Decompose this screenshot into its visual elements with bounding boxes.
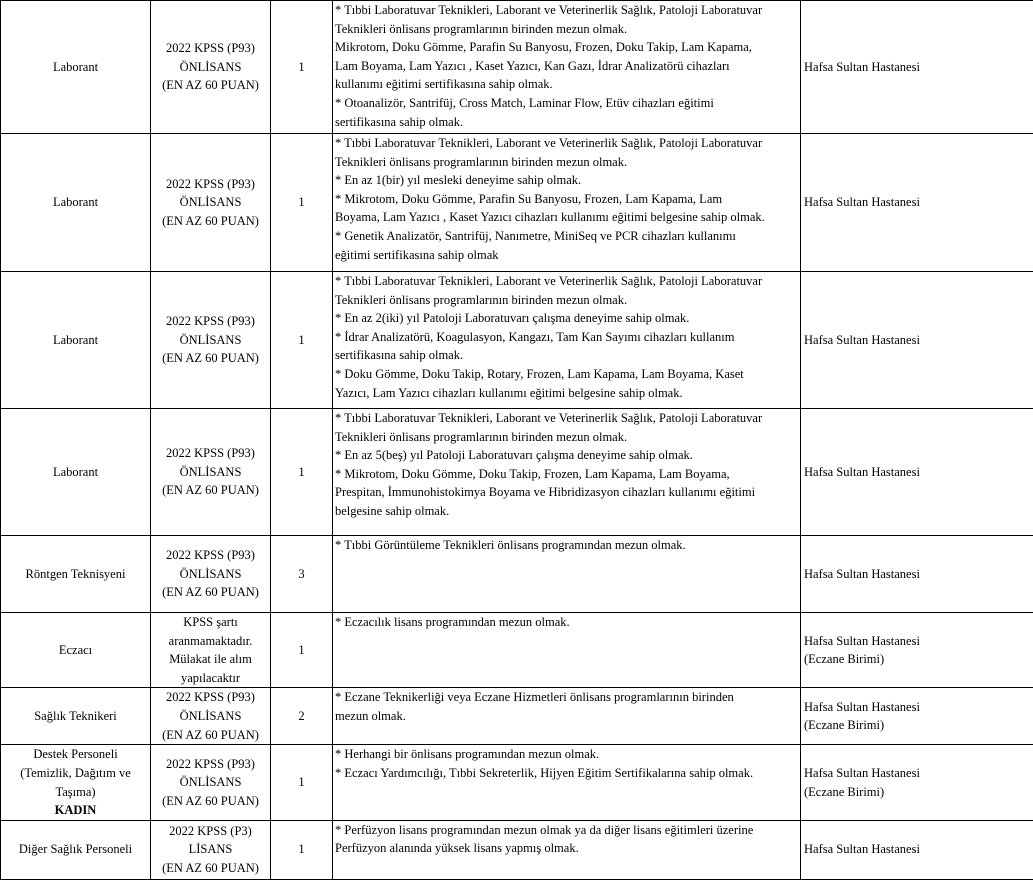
position-cell (1, 745, 151, 820)
location-name: Hafsa Sultan Hastanesi (804, 463, 1033, 482)
position-cell (1, 134, 151, 272)
position-cell (1, 1, 151, 134)
requirement-line: sertifikasına sahip olmak. (335, 113, 798, 132)
location-cell (801, 745, 1033, 820)
exam-requirement: (EN AZ 60 PUAN) (153, 583, 268, 602)
table-row (1, 613, 1033, 688)
position-title: Eczacı (3, 641, 148, 660)
requirements-cell (333, 409, 801, 536)
location-cell (801, 409, 1033, 536)
location-cell (801, 536, 1033, 613)
table-body (1, 1, 1033, 880)
requirement-line: * Perfüzyon lisans programından mezun olmak ya da diğer lisans eğitimleri üzerine (335, 821, 798, 840)
requirements-cell (333, 536, 801, 613)
exam-requirement: (EN AZ 60 PUAN) (153, 76, 268, 95)
position-cell (1, 613, 151, 688)
exam-requirement: aranmamaktadır. (153, 632, 268, 651)
requirement-line: Teknikleri önlisans programlarının birinden mezun olmak. (335, 153, 798, 172)
position-title: Laborant (3, 463, 148, 482)
exam-requirement: 2022 KPSS (P3) (153, 822, 268, 841)
location-name: (Eczane Birimi) (804, 650, 1033, 669)
location-cell (801, 272, 1033, 409)
exam-requirement: 2022 KPSS (P93) (153, 175, 268, 194)
table-row (1, 745, 1033, 820)
table-row (1, 820, 1033, 879)
table-row (1, 409, 1033, 536)
requirement-line: Lam Boyama, Lam Yazıcı , Kaset Yazıcı, Kan Gazı, İdrar Analizatörü cihazları (335, 57, 798, 76)
requirements-cell (333, 820, 801, 879)
location-name: Hafsa Sultan Hastanesi (804, 840, 1033, 859)
position-cell (1, 536, 151, 613)
exam-requirement: KPSS şartı (153, 613, 268, 632)
exam-requirement: ÖNLİSANS (153, 707, 268, 726)
position-title: Diğer Sağlık Personeli (3, 840, 148, 859)
position-cell (1, 688, 151, 745)
position-title: Laborant (3, 58, 148, 77)
requirement-line: Teknikleri önlisans programlarının birinden mezun olmak. (335, 20, 798, 39)
requirement-line: * Tıbbi Laboratuvar Teknikleri, Laborant ve Veterinerlik Sağlık, Patoloji Laboratuvar (335, 1, 798, 20)
exam-cell (151, 613, 271, 688)
location-cell (801, 820, 1033, 879)
requirement-line: * En az 1(bir) yıl mesleki deneyime sahip olmak. (335, 171, 798, 190)
exam-requirement: (EN AZ 60 PUAN) (153, 349, 268, 368)
exam-cell (151, 745, 271, 820)
exam-requirement: 2022 KPSS (P93) (153, 444, 268, 463)
location-cell (801, 134, 1033, 272)
exam-requirement: ÖNLİSANS (153, 463, 268, 482)
location-cell (801, 1, 1033, 134)
exam-requirement: ÖNLİSANS (153, 331, 268, 350)
location-name: Hafsa Sultan Hastanesi (804, 764, 1033, 783)
exam-cell (151, 1, 271, 134)
requirement-line: * İdrar Analizatörü, Koagulasyon, Kangazı, Tam Kan Sayımı cihazları kullanım (335, 328, 798, 347)
location-name: (Eczane Birimi) (804, 716, 1033, 735)
exam-cell (151, 272, 271, 409)
requirement-line: * En az 5(beş) yıl Patoloji Laboratuvarı çalışma deneyime sahip olmak. (335, 446, 798, 465)
quantity-cell: 1 (271, 820, 333, 879)
exam-requirement: (EN AZ 60 PUAN) (153, 212, 268, 231)
exam-requirement: 2022 KPSS (P93) (153, 755, 268, 774)
exam-requirement: yapılacaktır (153, 669, 268, 688)
requirement-line: * Eczane Teknikerliği veya Eczane Hizmetleri önlisans programlarının birinden (335, 688, 798, 707)
requirement-line: * Tıbbi Laboratuvar Teknikleri, Laborant ve Veterinerlik Sağlık, Patoloji Laboratuvar (335, 409, 798, 428)
exam-requirement: LİSANS (153, 840, 268, 859)
requirement-line: Mikrotom, Doku Gömme, Parafin Su Banyosu, Frozen, Doku Takip, Lam Kapama, (335, 38, 798, 57)
gender-requirement: KADIN (3, 801, 148, 820)
requirement-line: * Mikrotom, Doku Gömme, Doku Takip, Frozen, Lam Kapama, Lam Boyama, (335, 465, 798, 484)
exam-requirement: 2022 KPSS (P93) (153, 39, 268, 58)
quantity-cell: 1 (271, 272, 333, 409)
requirement-line: Teknikleri önlisans programlarının birinden mezun olmak. (335, 428, 798, 447)
exam-requirement: 2022 KPSS (P93) (153, 546, 268, 565)
quantity-cell: 2 (271, 688, 333, 745)
exam-cell (151, 536, 271, 613)
location-name: Hafsa Sultan Hastanesi (804, 193, 1033, 212)
quantity-cell: 3 (271, 536, 333, 613)
requirement-line: * Genetik Analizatör, Santrifüj, Nanımetre, MiniSeq ve PCR cihazları kullanımı (335, 227, 798, 246)
location-name: (Eczane Birimi) (804, 783, 1033, 802)
exam-cell (151, 688, 271, 745)
exam-requirement: (EN AZ 60 PUAN) (153, 726, 268, 745)
exam-requirement: ÖNLİSANS (153, 58, 268, 77)
requirement-line: * Otoanalizör, Santrifüj, Cross Match, Laminar Flow, Etüv cihazları eğitimi (335, 94, 798, 113)
exam-requirement: 2022 KPSS (P93) (153, 688, 268, 707)
position-cell (1, 272, 151, 409)
requirements-cell (333, 745, 801, 820)
requirements-cell (333, 134, 801, 272)
quantity-cell: 1 (271, 134, 333, 272)
exam-requirement: (EN AZ 60 PUAN) (153, 792, 268, 811)
table-row (1, 1, 1033, 134)
exam-requirement: ÖNLİSANS (153, 193, 268, 212)
position-title: (Temizlik, Dağıtım ve (3, 764, 148, 783)
exam-requirement: (EN AZ 60 PUAN) (153, 859, 268, 878)
table-row (1, 536, 1033, 613)
location-cell (801, 688, 1033, 745)
requirement-line: * Mikrotom, Doku Gömme, Parafin Su Banyosu, Frozen, Lam Kapama, Lam (335, 190, 798, 209)
position-title: Röntgen Teknisyeni (3, 565, 148, 584)
position-title: Laborant (3, 193, 148, 212)
position-cell (1, 409, 151, 536)
requirement-line: Perfüzyon alanında yüksek lisans yapmış olmak. (335, 839, 798, 858)
requirement-line: Teknikleri önlisans programlarının birinden mezun olmak. (335, 291, 798, 310)
table-row (1, 272, 1033, 409)
requirement-line: * Eczacı Yardımcılığı, Tıbbi Sekreterlik, Hijyen Eğitim Sertifikalarına sahip olmak. (335, 764, 798, 783)
requirement-line: * Eczacılık lisans programından mezun olmak. (335, 613, 798, 632)
requirement-line: * Tıbbi Görüntüleme Teknikleri önlisans programından mezun olmak. (335, 536, 798, 555)
location-name: Hafsa Sultan Hastanesi (804, 58, 1033, 77)
table-row (1, 134, 1033, 272)
location-cell (801, 613, 1033, 688)
exam-requirement: Mülakat ile alım (153, 650, 268, 669)
requirements-cell (333, 272, 801, 409)
requirement-line: * Doku Gömme, Doku Takip, Rotary, Frozen, Lam Kapama, Lam Boyama, Kaset (335, 365, 798, 384)
exam-requirement: ÖNLİSANS (153, 565, 268, 584)
position-title: Sağlık Teknikeri (3, 707, 148, 726)
exam-cell (151, 820, 271, 879)
quantity-cell: 1 (271, 613, 333, 688)
position-title: Destek Personeli (3, 745, 148, 764)
location-name: Hafsa Sultan Hastanesi (804, 331, 1033, 350)
exam-requirement: ÖNLİSANS (153, 773, 268, 792)
requirements-cell (333, 613, 801, 688)
position-title: Laborant (3, 331, 148, 350)
table-row (1, 688, 1033, 745)
requirement-line: mezun olmak. (335, 707, 798, 726)
requirements-cell (333, 1, 801, 134)
requirement-line: kullanımı eğitimi sertifikasına sahip olmak. (335, 75, 798, 94)
quantity-cell: 1 (271, 745, 333, 820)
exam-cell (151, 134, 271, 272)
requirement-line: Boyama, Lam Yazıcı , Kaset Yazıcı cihazları kullanımı eğitimi belgesine sahip olmak. (335, 208, 798, 227)
quantity-cell: 1 (271, 409, 333, 536)
exam-requirement: (EN AZ 60 PUAN) (153, 481, 268, 500)
location-name: Hafsa Sultan Hastanesi (804, 698, 1033, 717)
requirement-line: * Tıbbi Laboratuvar Teknikleri, Laborant ve Veterinerlik Sağlık, Patoloji Laboratuvar (335, 272, 798, 291)
requirement-line: sertifikasına sahip olmak. (335, 346, 798, 365)
requirements-cell (333, 688, 801, 745)
position-title: Taşıma) (3, 783, 148, 802)
exam-cell (151, 409, 271, 536)
requirement-line: belgesine sahip olmak. (335, 502, 798, 521)
requirement-line: Prespitan, İmmunohistokimya Boyama ve Hibridizasyon cihazları kullanımı eğitimi (335, 483, 798, 502)
quantity-cell: 1 (271, 1, 333, 134)
exam-requirement: 2022 KPSS (P93) (153, 312, 268, 331)
requirement-line: * Tıbbi Laboratuvar Teknikleri, Laborant ve Veterinerlik Sağlık, Patoloji Laboratuvar (335, 134, 798, 153)
requirement-line: Yazıcı, Lam Yazıcı cihazları kullanımı eğitimi belgesine sahip olmak. (335, 384, 798, 403)
position-cell (1, 820, 151, 879)
requirement-line: * Herhangi bir önlisans programından mezun olmak. (335, 745, 798, 764)
requirement-line: eğitimi sertifikasına sahip olmak (335, 246, 798, 265)
location-name: Hafsa Sultan Hastanesi (804, 632, 1033, 651)
requirement-line: * En az 2(iki) yıl Patoloji Laboratuvarı çalışma deneyime sahip olmak. (335, 309, 798, 328)
location-name: Hafsa Sultan Hastanesi (804, 565, 1033, 584)
